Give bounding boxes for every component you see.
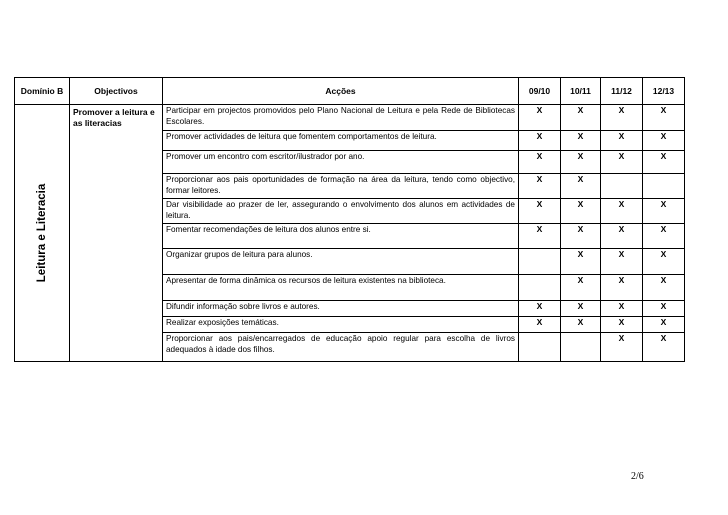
year-mark-cell: X [519,301,561,317]
action-cell: Fomentar recomendações de leitura dos alunos entre si. [163,224,519,249]
year-mark-cell: X [601,333,643,362]
year-mark-cell [519,275,561,301]
year-mark-cell [519,249,561,275]
action-cell: Dar visibilidade ao prazer de ler, assegurando o envolvimento dos alunos em actividades de leitura. [163,199,519,224]
page-number: 2/6 [631,471,644,482]
action-cell: Proporcionar aos pais/encarregados de educação apoio regular para escolha de livros adequados à idade dos filhos. [163,333,519,362]
year-mark-cell: X [561,301,601,317]
year-mark-cell: X [643,317,685,333]
objective-cell: Promover a leitura e as literacias [70,105,163,362]
year-mark-cell: X [519,174,561,199]
action-cell: Realizar exposições temáticas. [163,317,519,333]
year-mark-cell: X [643,199,685,224]
year-mark-cell: X [519,199,561,224]
header-year-1112: 11/12 [601,78,643,105]
header-year-0910: 09/10 [519,78,561,105]
action-cell: Promover um encontro com escritor/ilustrador por ano. [163,151,519,174]
year-mark-cell: X [561,151,601,174]
header-domain: Domínio B [15,78,70,105]
year-mark-cell: X [519,317,561,333]
domain-label: Leitura e Literacia [36,183,48,283]
year-mark-cell: X [561,105,601,131]
year-mark-cell: X [519,151,561,174]
year-mark-cell: X [601,199,643,224]
header-row [15,78,685,105]
year-mark-cell: X [643,224,685,249]
year-mark-cell: X [601,131,643,151]
year-mark-cell: X [643,333,685,362]
year-mark-cell: X [601,275,643,301]
year-mark-cell: X [601,151,643,174]
year-mark-cell: X [561,275,601,301]
year-mark-cell [601,174,643,199]
year-mark-cell [561,333,601,362]
year-mark-cell: X [643,249,685,275]
table-row [15,105,685,131]
year-mark-cell: X [561,174,601,199]
year-mark-cell [519,333,561,362]
year-mark-cell: X [519,131,561,151]
domain-cell [15,105,70,362]
action-cell: Apresentar de forma dinâmica os recursos de leitura existentes na biblioteca. [163,275,519,301]
year-mark-cell: X [643,131,685,151]
year-mark-cell: X [643,151,685,174]
action-plan-table [14,77,685,362]
action-cell: Organizar grupos de leitura para alunos. [163,249,519,275]
year-mark-cell: X [643,301,685,317]
year-mark-cell: X [561,131,601,151]
year-mark-cell: X [643,105,685,131]
header-objectives: Objectivos [70,78,163,105]
year-mark-cell: X [519,224,561,249]
year-mark-cell: X [561,317,601,333]
action-cell: Proporcionar aos pais oportunidades de formação na área da leitura, tendo como objectivo, formar leitores. [163,174,519,199]
year-mark-cell [643,174,685,199]
year-mark-cell: X [601,224,643,249]
header-year-1213: 12/13 [643,78,685,105]
year-mark-cell: X [519,105,561,131]
year-mark-cell: X [601,249,643,275]
year-mark-cell: X [601,317,643,333]
header-year-1011: 10/11 [561,78,601,105]
action-cell: Promover actividades de leitura que fomentem comportamentos de leitura. [163,131,519,151]
year-mark-cell: X [643,275,685,301]
header-actions: Acções [163,78,519,105]
year-mark-cell: X [561,199,601,224]
year-mark-cell: X [601,301,643,317]
year-mark-cell: X [601,105,643,131]
year-mark-cell: X [561,224,601,249]
year-mark-cell: X [561,249,601,275]
action-cell: Participar em projectos promovidos pelo Plano Nacional de Leitura e pela Rede de Bibliotecas Escolares. [163,105,519,131]
action-cell: Difundir informação sobre livros e autores. [163,301,519,317]
